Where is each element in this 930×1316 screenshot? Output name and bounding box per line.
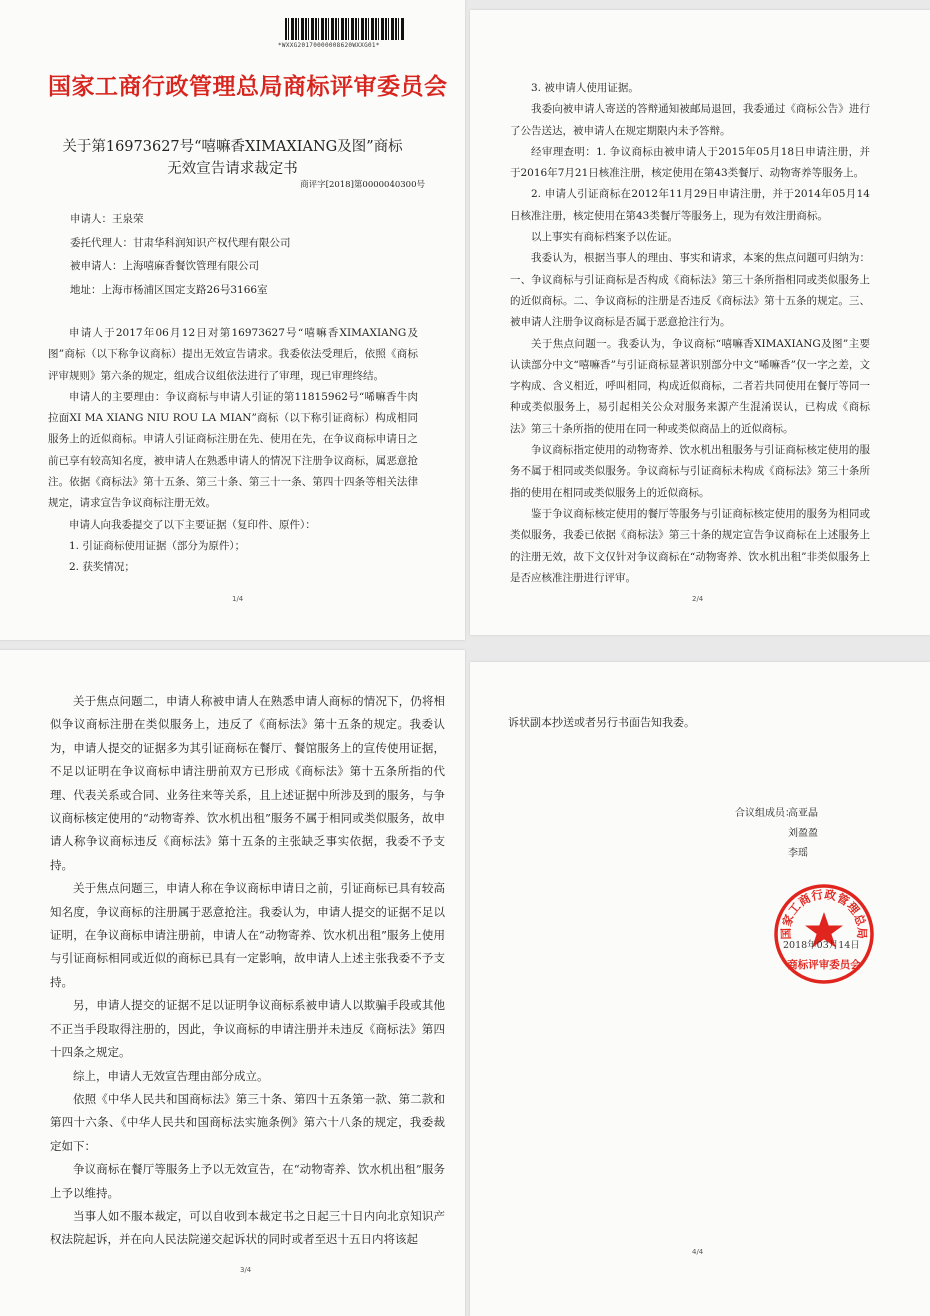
parties-block: [70, 208, 291, 302]
paragraph: 另，申请人提交的证据不足以证明争议商标系被申请人以欺骗手段或其他不正当手段取得注册的，因此，争议商标的申请注册并未违反《商标法》第四十四条之规定。: [50, 998, 445, 1060]
page-number: 2/4: [692, 595, 704, 603]
svg-text:商标评审委员会: 商标评审委员会: [787, 959, 861, 971]
page-number: 3/4: [240, 1266, 252, 1274]
panel-member: 高亚晶: [788, 808, 818, 819]
page-1: [0, 0, 465, 640]
paragraph: 关于焦点问题三，申请人称在争议商标申请日之前，引证商标已具有较高知名度，争议商标的注册属于恶意抢注。我委认为，申请人提交的证据不足以证明，在争议商标申请注册前，申请人在“动物寄养、饮水机出租”服务上使用与引证商标相同或近似的商标已具有一定影响，故申请人上述主张我委不予支持。: [50, 881, 445, 989]
paragraph: 关于焦点问题二，申请人称被申请人在熟悉申请人商标的情况下，仍将相似争议商标注册在类似服务上，违反了《商标法》第十五条的规定。我委认为，申请人提交的证据多为其引证商标在餐厅、餐馆服务上的宣传使用证据，不足以证明在争议商标申请注册前双方已形成《商标法》第十五条所指的代理、代表关系或合同、业务往来等关系，且上述证据中所涉及到的服务，与争议商标核定使用的“动物寄养、饮水机出租”服务不属于相同或类似服务，故申请人称争议商标违反《商标法》第十五条的主张缺乏事实依据，我委不予支持。: [50, 694, 445, 872]
page-number: 1/4: [232, 595, 244, 603]
panel-members: [735, 804, 885, 874]
respondent: 被申请人：上海嘻麻香餐饮管理有限公司: [70, 260, 259, 272]
panel-member: 刘盈盈: [788, 828, 818, 839]
paragraph: 3. 被申请人使用证据。: [531, 82, 639, 94]
paragraph: 我委向被申请人寄送的答辩通知被邮局退回，我委通过《商标公告》进行了公告送达，被申请人在规定期限内未予答辩。: [510, 103, 870, 137]
page-2: [470, 10, 930, 635]
paragraph: 经审理查明：1. 争议商标由被申请人于2015年05月18日申请注册，并于2016年7月21日核准注册，核定使用在第43类餐厅、动物寄养等服务上。: [510, 145, 870, 180]
applicant: 申请人：王泉荣: [70, 213, 144, 225]
barcode-text: *WXXG20170000008620WXXG01*: [278, 42, 380, 49]
paragraph: 鉴于争议商标核定使用的餐厅等服务与引证商标核定使用的服务为相同或类似服务，我委已依据《商标法》第三十条的规定宣告争议商标在上述服务上的注册无效，故下文仅针对争议商标在“动物寄养、饮水机出租”非类似服务上是否应核准注册进行评审。: [510, 507, 870, 584]
paragraph: 诉状副本抄送或者另行书面告知我委。: [508, 716, 695, 729]
svg-text:国家工商行政管理总局: 国家工商行政管理总局: [778, 887, 870, 940]
address: 地址：上海市杨浦区国定支路26号3166室: [70, 283, 268, 296]
reference-number: 商评字[2018]第0000040300号: [300, 180, 425, 190]
panel-label: 合议组成员：: [735, 808, 795, 819]
paragraph: 依照《中华人民共和国商标法》第三十条、第四十五条第一款、第二款和第四十六条、《中华人民共和国商标法实施条例》第六十八条的规定，我委裁定如下：: [50, 1091, 445, 1153]
paragraph: 2. 申请人引证商标在2012年11月29日申请注册，并于2014年05月14日核准注册，核定使用在第43类餐厅等服务上，现为有效注册商标。: [510, 188, 870, 222]
decision-date: 2018年03月14日: [783, 940, 860, 951]
paragraph: 综上，申请人无效宣告理由部分成立。: [73, 1068, 269, 1083]
paragraph: 申请人的主要理由：争议商标与申请人引证的第11815962号“唏嘛香牛肉拉面XI MA XIANG NIU ROU LA MIAN”商标（以下称引证商标）构成相同服务上的近似商标。申请人引证商标注册在先、使用在先，在争议商标申请日之前已享有较高知名度，被申请人在熟悉申请人的情况下注册争议商标，属恶意抢注。依据《商标法》第十五条、第三十条、第三十一条、第四十四条等相关法律规定，请求宣告争议商标注册无效。: [48, 390, 418, 510]
paragraph: 我委认为，根据当事人的理由、事实和请求，本案的焦点问题可归纳为：一、争议商标与引证商标是否构成《商标法》第三十条所指相同或类似服务上的近似商标。二、争议商标的注册是否违反《商标法》第十五条的规定。三、被申请人注册争议商标是否属于恶意抢注行为。: [510, 252, 870, 329]
page-3-body: [50, 690, 445, 1252]
barcode-icon: [285, 18, 405, 40]
document-title-line-1: 关于第16973627号“嘻嘛香XIMAXIANG及图”商标: [62, 139, 403, 155]
page-3: [0, 650, 465, 1316]
paragraph: 申请人于2017年06月12日对第16973627号“嘻嘛香XIMAXIANG及图”商标（以下称争议商标）提出无效宣告请求。我委依法受理后，依照《商标评审规则》第六条的规定，组成合议组依法进行了审理，现已审理终结。: [48, 327, 418, 382]
paragraph: 争议商标在餐厅等服务上予以无效宣告，在“动物寄养、饮水机出租”服务上予以维持。: [50, 1162, 445, 1200]
document-title-line-2: 无效宣告请求裁定书: [167, 161, 298, 177]
paragraph: 当事人如不服本裁定，可以自收到本裁定书之日起三十日内向北京知识产权法院起诉，并在向人民法院递交起诉状的同时或者至迟十五日内将该起: [50, 1208, 445, 1247]
paragraph: 申请人向我委提交了以下主要证据（复印件、原件）：: [69, 518, 316, 531]
official-seal-icon: [772, 882, 876, 986]
panel-member: 李瑶: [788, 848, 808, 859]
paragraph: 争议商标指定使用的动物寄养、饮水机出租服务与引证商标核定使用的服务不属于相同或类似服务。争议商标与引证商标未构成《商标法》第三十条所指的使用在相同或类似服务上的近似商标。: [510, 444, 870, 499]
paragraph: 以上事实有商标档案予以佐证。: [531, 231, 678, 244]
page-4-body: [508, 712, 898, 733]
page-2-body: [510, 78, 870, 589]
page-4: [470, 662, 930, 1316]
paragraph: 关于焦点问题一。我委认为，争议商标“嘻嘛香XIMAXIANG及图”主要认读部分中文“嘻嘛香”与引证商标显著识别部分中文“唏嘛香”仅一字之差，文字构成、含义相近，呼叫相同，构成近似商标，二者若共同使用在餐厅等同一种或类似服务上，易引起相关公众对服务来源产生混淆误认，已构成《商标法》第三十条所指的使用在同一种或类似商品上的近似商标。: [510, 337, 870, 435]
page-1-body: [48, 323, 418, 579]
agent: 委托代理人：甘肃华科润知识产权代理有限公司: [70, 236, 291, 249]
paragraph: 2. 获奖情况；: [69, 561, 135, 574]
org-header: 国家工商行政管理总局商标评审委员会: [48, 74, 448, 100]
paragraph: 1. 引证商标使用证据（部分为原件）；: [69, 539, 246, 552]
page-number: 4/4: [692, 1248, 704, 1256]
